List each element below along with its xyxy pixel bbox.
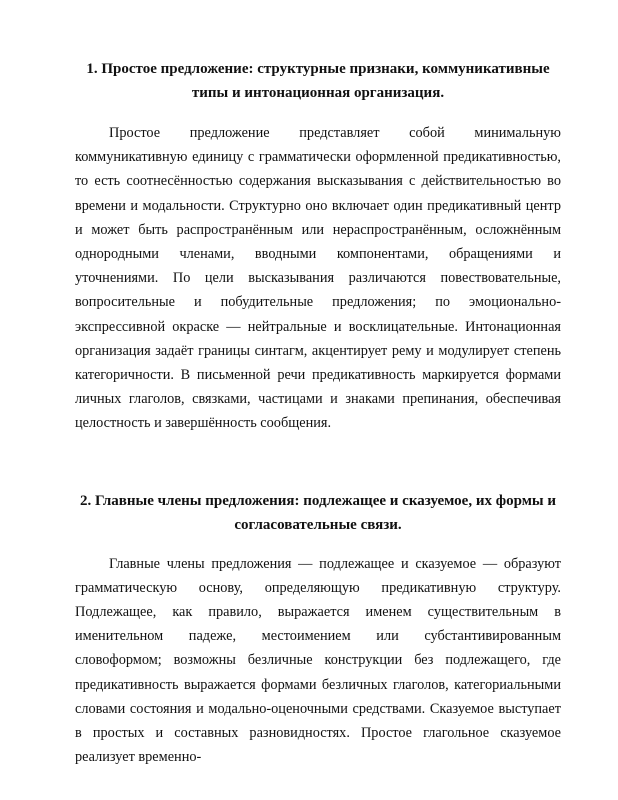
section-2-paragraph: Главные члены предложения — подлежащее и сказуемое — образуют грамматическую основу, определяющую предикативную структуру. Подлежащее, как правило, выражается именем существительным в именительном падеже, местоимением или субстантивированным словоформом; возможны безличные конструкции без подлежащего, где предикативность выражается формами безличных глаголов, категориальными словами состояния и модально-оценочными средствами. Сказуемое выступает в простых и составных разновидностях. Простое глагольное сказуемое реализует временно-: [75, 555, 561, 766]
section-1-paragraph: Простое предложение представляет собой минимальную коммуникативную единицу с грамматически оформленной предикативностью, то есть соотнесённостью содержания высказывания с действительностью во времени и модальности. Структурно оно включает один предикативный центр и может быть распространённым или нераспространённым, осложнённым однородными членами, вводными компонентами, обращениями и уточнениями. По цели высказывания различаются повествовательные, вопросительные и побудительные предложения; по эмоционально-экспрессивной окраске — нейтральные и восклицательные. Интонационная организация задаёт границы синтагм, акцентирует рему и модулирует степень категоричности. В письменной речи предикативность маркируется формами личных глаголов, связками, частицами и знаками препинания, обеспечивая целостность и завершённость сообщения.: [75, 125, 561, 432]
section-1-heading: 1. Простое предложение: структурные признаки, коммуникативные типы и интонационная организация.: [86, 61, 550, 101]
document-page: [75, 50, 561, 769]
section-2-heading: 2. Главные члены предложения: подлежащее и сказуемое, их формы и согласовательные связи.: [79, 492, 557, 533]
